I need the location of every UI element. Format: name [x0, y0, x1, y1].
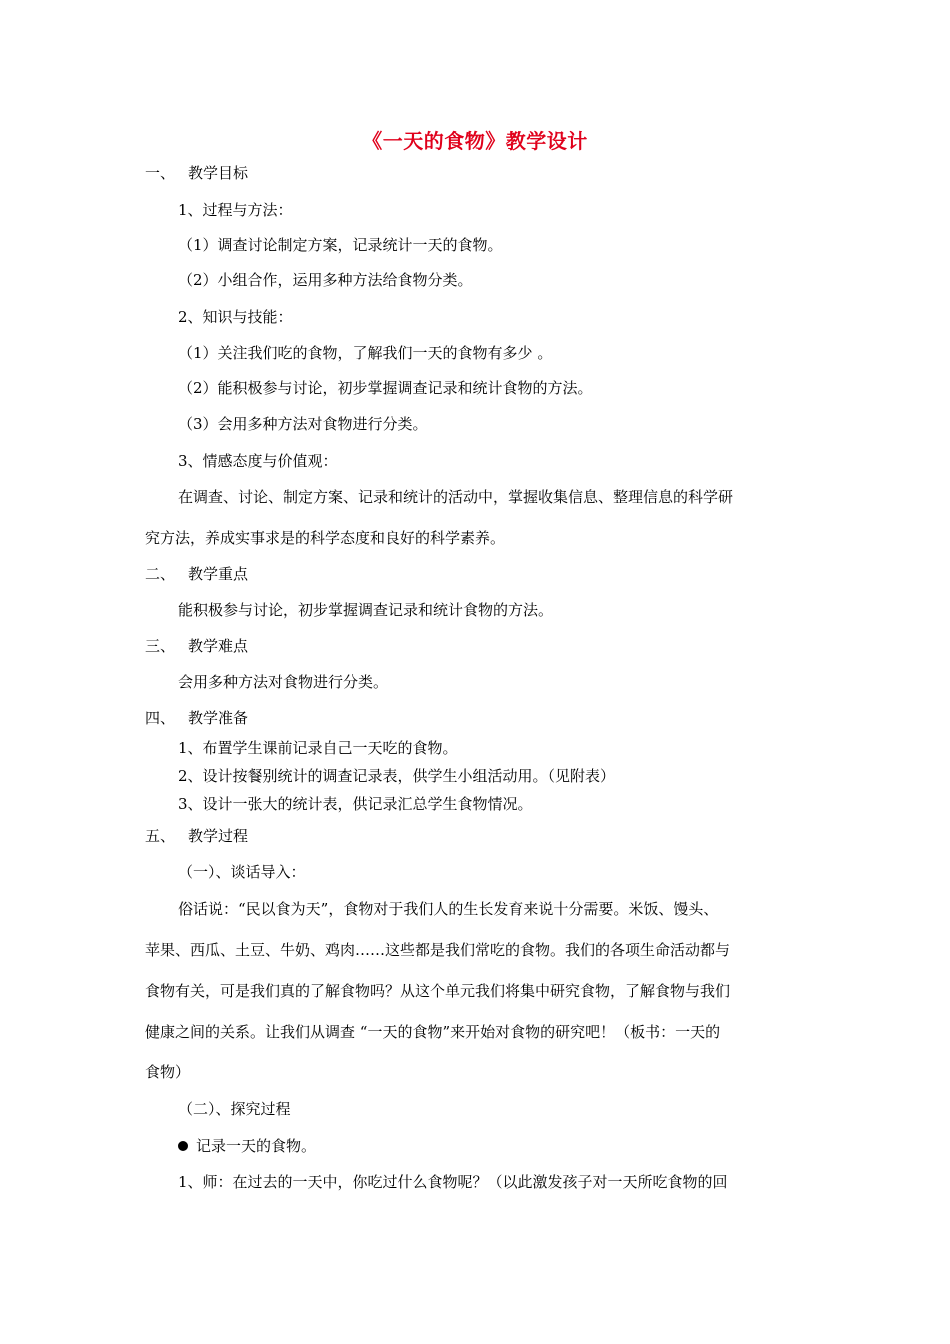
subsection-title: （一）、谈话导入： [178, 863, 306, 881]
section-title: 教学过程 [188, 827, 249, 845]
goal-title: 2、知识与技能： [178, 308, 293, 326]
prep-item: 1、布置学生课前记录自己一天吃的食物。 [178, 739, 458, 757]
bullet-text: 记录一天的食物。 [196, 1137, 317, 1155]
paragraph-line: 究方法，养成实事求是的科学态度和良好的科学素养。 [145, 529, 506, 547]
paragraph-line: 健康之间的关系。让我们从调查 “一天的食物”来开始对食物的研究吧！（板书：一天的 [145, 1023, 721, 1041]
section-number: 四、 [145, 709, 176, 727]
paragraph-line: 食物有关，可是我们真的了解食物吗？从这个单元我们将集中研究食物，了解食物与我们 [145, 982, 731, 1000]
bullet-item [178, 1136, 316, 1156]
section-number: 五、 [145, 827, 176, 845]
goal-item: （1）调查讨论制定方案，记录统计一天的食物。 [178, 236, 503, 254]
goal-title: 3、情感态度与价值观： [178, 452, 338, 470]
prep-item: 3、设计一张大的统计表，供记录汇总学生食物情况。 [178, 795, 533, 813]
paragraph-line: 在调查、讨论、制定方案、记录和统计的活动中，掌握收集信息、整理信息的科学研 [178, 488, 734, 506]
section-title: 教学目标 [188, 164, 249, 182]
section-number: 三、 [145, 637, 176, 655]
difficulty-text: 会用多种方法对食物进行分类。 [178, 673, 389, 691]
paragraph-line: 1、师：在过去的一天中，你吃过什么食物呢？（以此激发孩子对一天所吃食物的回 [178, 1173, 728, 1191]
paragraph-line: 食物） [145, 1063, 191, 1081]
document-title: 《一天的食物》教学设计 [362, 129, 588, 153]
goal-item: （3）会用多种方法对食物进行分类。 [178, 415, 428, 433]
section-title: 教学准备 [188, 709, 249, 727]
goal-item: （2）小组合作，运用多种方法给食物分类。 [178, 271, 473, 289]
bullet-icon [178, 1141, 188, 1151]
paragraph-line: 苹果、西瓜、土豆、牛奶、鸡肉……这些都是我们常吃的食物。我们的各项生命活动都与 [145, 941, 731, 959]
goal-item: （1）关注我们吃的食物，了解我们一天的食物有多少 。 [178, 344, 553, 362]
section-title: 教学难点 [188, 637, 249, 655]
key-point-text: 能积极参与讨论，初步掌握调查记录和统计食物的方法。 [178, 601, 554, 619]
goal-item: （2）能积极参与讨论，初步掌握调查记录和统计食物的方法。 [178, 379, 593, 397]
section-number: 一、 [145, 164, 176, 182]
section-title: 教学重点 [188, 565, 249, 583]
prep-item: 2、设计按餐别统计的调查记录表，供学生小组活动用。（见附表） [178, 767, 616, 785]
paragraph-line: 俗话说：“民以食为天”，食物对于我们人的生长发育来说十分需要。米饭、馒头、 [178, 900, 719, 918]
goal-title: 1、过程与方法： [178, 201, 293, 219]
subsection-title: （二）、探究过程 [178, 1100, 291, 1118]
section-number: 二、 [145, 565, 176, 583]
